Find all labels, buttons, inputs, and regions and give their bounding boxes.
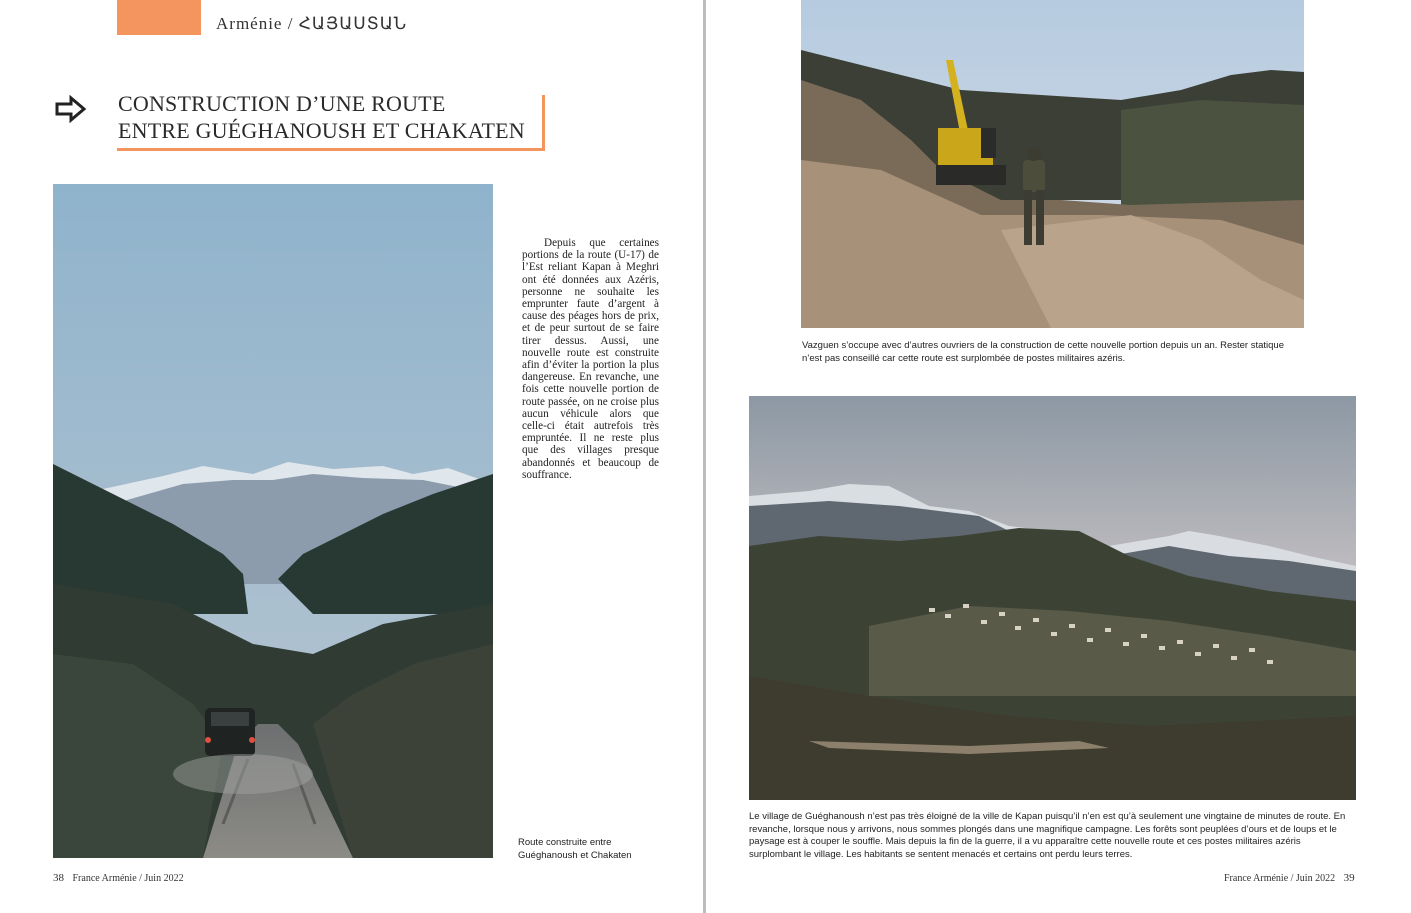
footer-magazine: France Arménie / Juin 2022	[72, 873, 184, 884]
section-color-tab	[117, 0, 201, 35]
excavator-photo	[801, 0, 1304, 328]
page-number: 39	[1343, 872, 1355, 884]
headline-line-2: ENTRE GUÉGHANOUSH ET CHAKATEN	[118, 118, 525, 143]
page-number: 38	[53, 872, 64, 884]
section-label: Arménie / ՀԱՅԱՍՏԱՆ	[216, 14, 408, 33]
road-photo	[53, 184, 493, 858]
caption-line-1: Route construite entre	[518, 837, 612, 848]
headline-line-1: CONSTRUCTION D’UNE ROUTE	[118, 91, 446, 116]
right-arrow-icon	[54, 94, 88, 124]
footer-magazine: France Arménie / Juin 2022	[1224, 873, 1336, 884]
caption-line-2: Guéghanoush et Chakaten	[518, 849, 632, 861]
left-folio	[53, 872, 184, 884]
village-photo	[749, 396, 1356, 800]
excavator-photo-caption: Vazguen s’occupe avec d’autres ouvriers de la construction de cette nouvelle portion depuis un an. Rester statique n’est pas conseillé car cette route est surplombée de postes militaires azéris.	[802, 340, 1284, 364]
right-folio	[1224, 872, 1355, 884]
article-body: Depuis que certaines portions de la route (U-17) de l’Est reliant Kapan à Meghri ont été données aux Azéris, personne ne souhaite les emprunter faute d’argent à cause des péages hors de prix, et de peur surtout de se faire tirer dessus. Aussi, une nouvelle route est construite afin d’éviter la portion la plus dangereuse. En revanche, une fois cette nouvelle portion de route passée, on ne croise plus aucun véhicule alors que celle-ci était autrefois très empruntée. Il ne reste plus que des villages presque abandonnés et beaucoup de souffrance.	[522, 237, 659, 481]
road-photo-caption	[518, 837, 658, 862]
left-page	[0, 0, 703, 913]
right-page	[706, 0, 1411, 913]
village-photo-caption: Le village de Guéghanoush n’est pas très éloigné de la ville de Kapan puisqu’il n’en est qu’à seulement une vingtaine de minutes de route. En revanche, lorsque nous y arrivons, nous sommes plongés dans une magnifique campagne. Les forêts sont peuplées d’ours et de loups et le paysage est à couper le souffle. Mais depuis la fin de la guerre, il a vu apparaître cette nouvelle route et ces postes militaires azéris surplombant le village. Les habitants se sentent menacés et certains ont perdu leurs terres.	[749, 811, 1346, 860]
article-headline	[118, 90, 525, 144]
